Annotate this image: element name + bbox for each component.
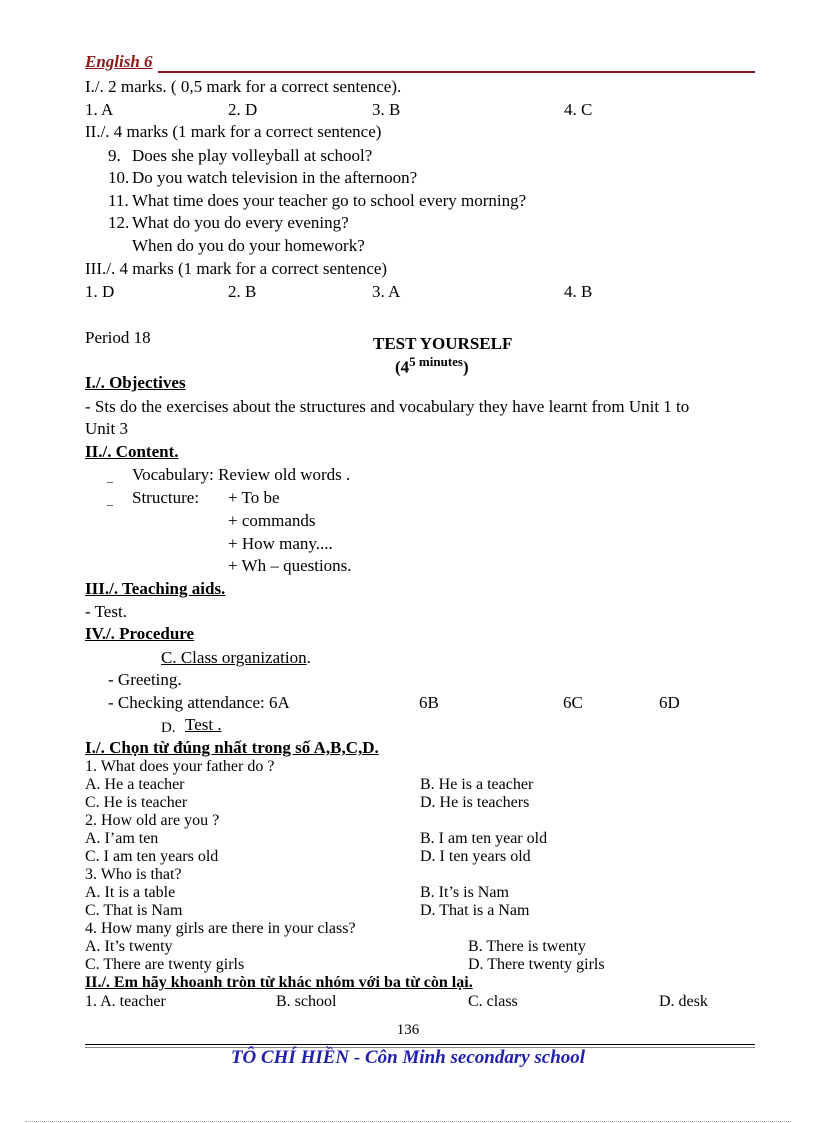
test-letter: D.	[161, 720, 176, 736]
answer-item: 3. A	[372, 282, 401, 301]
content-heading: II./. Content.	[85, 442, 179, 461]
class-organization-label: C. Class organization	[161, 648, 307, 667]
sentence-text-extra: When do you do your homework?	[132, 236, 365, 255]
answer-item: 2. D	[228, 100, 258, 119]
page-border-dots	[25, 1121, 791, 1122]
sentence-number: 11.	[108, 191, 129, 210]
sentence-text: Does she play volleyball at school?	[132, 146, 373, 165]
answer-item: 2. B	[228, 282, 257, 301]
word-option: 1. A. teacher	[85, 993, 166, 1010]
option: B. There is twenty	[468, 938, 586, 955]
option: A. He a teacher	[85, 776, 185, 793]
answers-sec3-heading: III./. 4 marks (1 mark for a correct sentence)	[85, 259, 388, 278]
structure-item: + commands	[228, 511, 316, 530]
answers-sec1-heading: I./. 2 marks. ( 0,5 mark for a correct sentence).	[85, 77, 402, 96]
page-number: 136	[396, 1022, 420, 1038]
option: B. I am ten year old	[420, 830, 548, 847]
duration-sup: 5 minutes	[409, 354, 463, 369]
class-6b: 6B	[419, 693, 439, 712]
option: C. He is teacher	[85, 794, 188, 811]
test-duration	[395, 354, 469, 378]
sentence-number: 12.	[108, 213, 130, 232]
structure-item: + Wh – questions.	[228, 556, 352, 575]
class-organization-dot: .	[306, 648, 311, 667]
option: A. It is a table	[85, 884, 176, 901]
aids-heading: III./. Teaching aids.	[85, 579, 226, 598]
aids-item: - Test.	[85, 602, 127, 621]
class-6d: 6D	[659, 693, 680, 712]
answer-item: 1. D	[85, 282, 115, 301]
bullet-dash: _	[107, 470, 113, 484]
greeting: - Greeting.	[108, 670, 182, 689]
period-label: Period 18	[85, 328, 151, 347]
attendance: - Checking attendance: 6A	[108, 693, 290, 712]
objectives-line: Unit 3	[85, 419, 128, 438]
content-structure-label: Structure:	[132, 488, 200, 507]
objectives-heading: I./. Objectives	[85, 373, 186, 392]
sentence-text: Do you watch television in the afternoon?	[132, 168, 418, 187]
question: 2. How old are you ?	[85, 812, 220, 829]
test-label: Test .	[185, 715, 222, 734]
word-option: B. school	[276, 993, 337, 1010]
test-title: TEST YOURSELF	[373, 334, 513, 353]
word-option: D. desk	[659, 993, 708, 1010]
sentence-text: What do you do every evening?	[132, 213, 349, 232]
header-rule	[158, 71, 755, 73]
option: B. He is a teacher	[420, 776, 534, 793]
structure-item: + How many....	[228, 534, 333, 553]
duration-close: )	[462, 357, 469, 377]
answer-item: 4. C	[564, 100, 593, 119]
sentence-text: What time does your teacher go to school every morning?	[132, 191, 527, 210]
class-6c: 6C	[563, 693, 583, 712]
sentence-number: 10.	[108, 168, 130, 187]
header-title: English 6	[85, 52, 153, 71]
content-vocab: Vocabulary: Review old words .	[132, 465, 351, 484]
word-option: C. class	[468, 993, 518, 1010]
footer-rule	[85, 1044, 755, 1045]
answer-item: 1. A	[85, 100, 114, 119]
option: D. That is a Nam	[420, 902, 530, 919]
answers-sec2-heading: II./. 4 marks (1 mark for a correct sentence)	[85, 122, 382, 141]
class-organization	[161, 648, 311, 668]
objectives-line: - Sts do the exercises about the structures and vocabulary they have learnt from Unit 1 to	[85, 397, 690, 416]
option: C. That is Nam	[85, 902, 183, 919]
option: A. It’s twenty	[85, 938, 173, 955]
answer-item: 3. B	[372, 100, 401, 119]
option: B. It’s is Nam	[420, 884, 509, 901]
footer-text: TÔ CHÍ HIỀN - Côn Minh secondary school	[230, 1047, 586, 1068]
duration-open: (4	[395, 357, 410, 377]
question: 3. Who is that?	[85, 866, 182, 883]
option: C. I am ten years old	[85, 848, 219, 865]
test-sec2-heading: II./. Em hãy khoanh tròn từ khác nhóm với ba từ còn lại.	[85, 974, 473, 991]
option: C. There are twenty girls	[85, 956, 245, 973]
test-sec1-heading: I./. Chọn từ đúng nhất trong số A,B,C,D.	[85, 738, 379, 757]
option: A. I’am ten	[85, 830, 159, 847]
answer-item: 4. B	[564, 282, 593, 301]
option: D. I ten years old	[420, 848, 531, 865]
question: 1. What does your father do ?	[85, 758, 275, 775]
sentence-number: 9.	[108, 146, 121, 165]
structure-item: + To be	[228, 488, 280, 507]
option: D. There twenty girls	[468, 956, 605, 973]
bullet-dash: _	[107, 493, 113, 507]
procedure-heading: IV./. Procedure	[85, 624, 195, 643]
option: D. He is teachers	[420, 794, 530, 811]
question: 4. How many girls are there in your class?	[85, 920, 356, 937]
